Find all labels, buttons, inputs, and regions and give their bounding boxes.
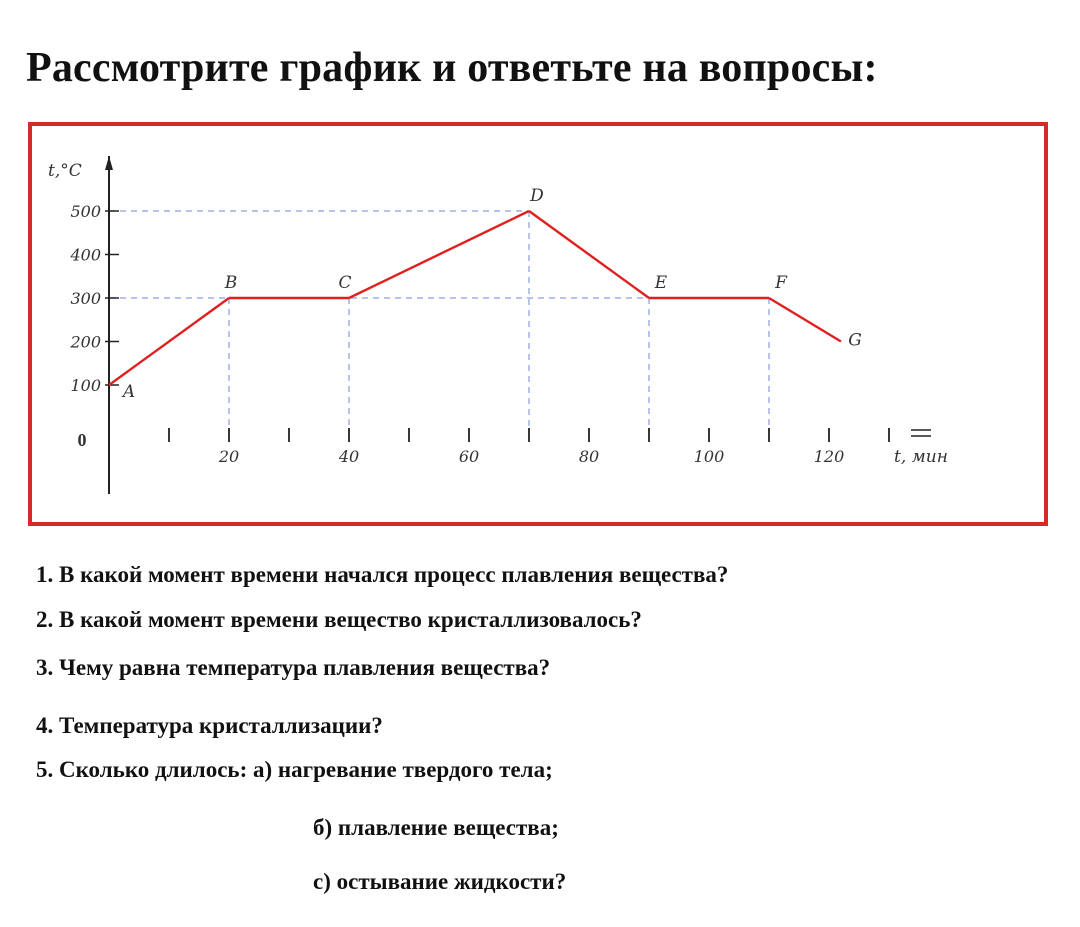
point-label-a: A — [122, 382, 136, 402]
question-5: 5. Сколько длилось: а) нагревание твердого тела; — [36, 757, 553, 782]
y-tick-label-200: 200 — [70, 332, 101, 352]
x-tick-label-100: 100 — [693, 447, 725, 466]
x-tick-label-120: 120 — [813, 447, 845, 466]
y-tick-label-500: 500 — [70, 202, 101, 221]
point-label-c: C — [338, 273, 352, 293]
x-axis-arrow-icon — [911, 430, 931, 436]
question-4: 4. Температура кристаллизации? — [36, 713, 383, 738]
x-tick-label-20: 20 — [218, 447, 240, 466]
y-tick-label-300: 300 — [70, 289, 101, 308]
question-3: 3. Чему равна температура плавления вещества? — [36, 655, 551, 680]
x-tick-label-40: 40 — [338, 447, 360, 466]
temperature-chart — [32, 126, 1044, 522]
y-tick-label-400: 400 — [70, 245, 101, 265]
y-tick-label-100: 100 — [70, 376, 101, 395]
x-tick-label-80: 80 — [578, 447, 600, 466]
point-label-f: F — [775, 273, 787, 293]
page-title: Рассмотрите график и ответьте на вопросы: — [26, 45, 878, 91]
segment-cd — [349, 211, 529, 298]
segment-fg — [769, 298, 841, 342]
question-1: 1. В какой момент времени начался процесс плавления вещества? — [36, 562, 729, 587]
x-tick-label-60: 60 — [458, 447, 480, 466]
y-axis-arrow-icon — [105, 156, 113, 170]
point-label-e: E — [654, 273, 668, 293]
y-axis-label: t,°C — [48, 161, 82, 181]
point-label-b: B — [224, 273, 238, 293]
chart-frame — [28, 122, 1048, 526]
segment-de — [529, 211, 649, 298]
point-label-d: D — [530, 186, 544, 206]
question-5-c: с) остывание жидкости? — [313, 869, 567, 894]
x-axis-label: t, мин — [894, 447, 948, 467]
point-label-g: G — [848, 330, 862, 351]
origin-label: 0 — [77, 430, 87, 450]
segment-ab — [109, 298, 229, 385]
question-5-b: б) плавление вещества; — [313, 815, 559, 840]
question-2: 2. В какой момент времени вещество кристаллизовалось? — [36, 607, 642, 632]
